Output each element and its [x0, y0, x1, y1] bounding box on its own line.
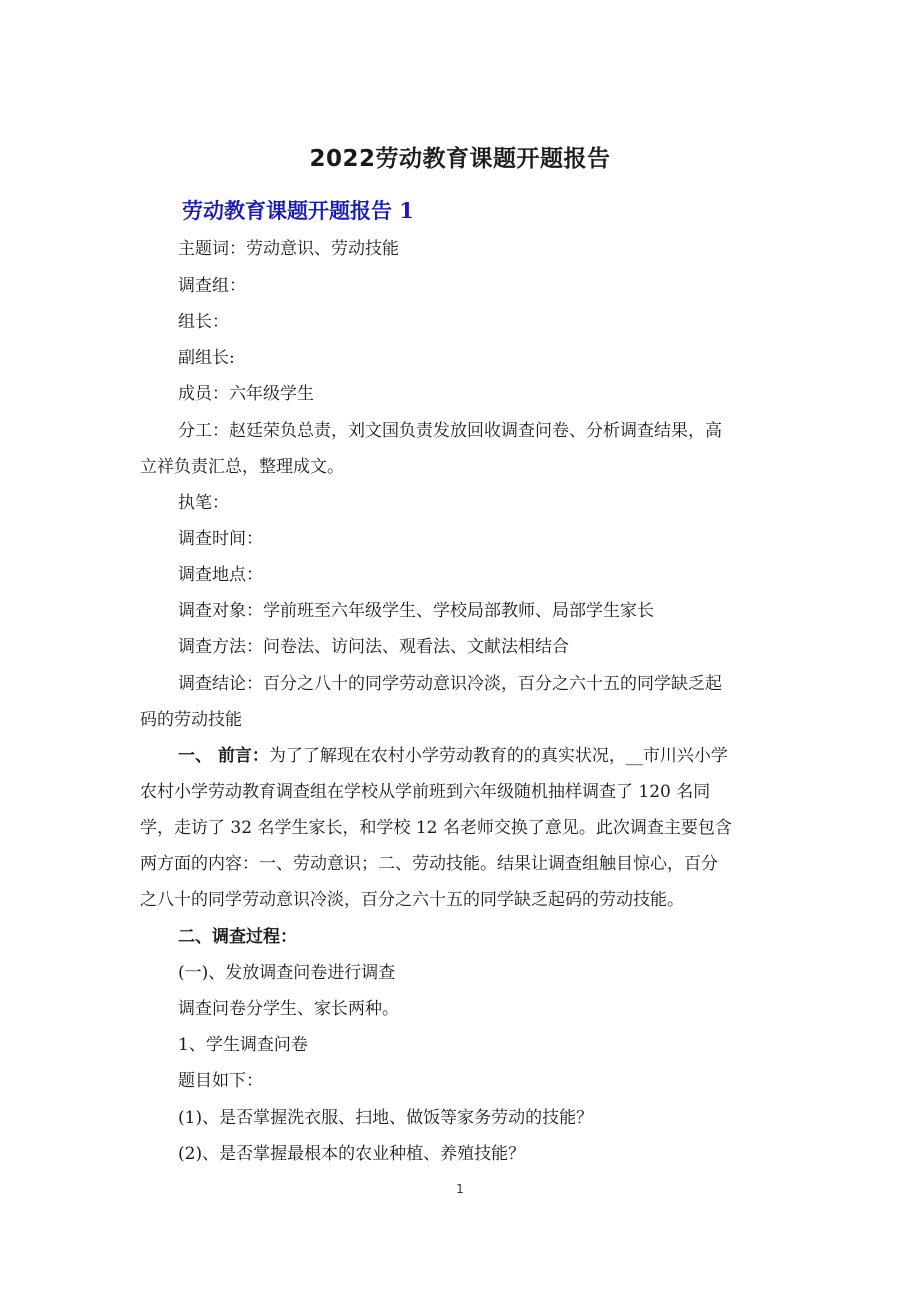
process-line-6: (2)、是否掌握最根本的农业种植、养殖技能？ — [178, 1144, 526, 1164]
process-line-2: 调查问卷分学生、家长两种。 — [178, 999, 399, 1019]
preface-line-3: 学，走访了 32 名学生家长，和学校 12 名老师交换了意见。此次调查主要包含 — [140, 818, 732, 838]
line-division-1: 分工：赵廷荣负总责，刘文国负责发放回收调查问卷、分析调查结果，高 — [178, 421, 722, 441]
page-number: 1 — [456, 1182, 464, 1196]
preface-line-2: 农村小学劳动教育调查组在学校从学前班到六年级随机抽样调查了 120 名同 — [140, 782, 711, 802]
process-line-3: 1、学生调查问卷 — [178, 1035, 308, 1055]
line-survey-subjects: 调查对象：学前班至六年级学生、学校局部教师、局部学生家长 — [178, 601, 654, 621]
section-title: 劳动教育课题开题报告 1 — [182, 198, 414, 223]
preface-text-1: 为了了解现在农村小学劳动教育的的真实状况，__市川兴小学 — [268, 746, 728, 766]
process-line-1: (一)、发放调查问卷进行调查 — [178, 963, 396, 983]
line-leader: 组长： — [178, 312, 229, 332]
line-survey-group: 调查组： — [178, 276, 246, 296]
preface-line-4: 两方面的内容：一、劳动意识；二、劳动技能。结果让调查组触目惊心，百分 — [140, 854, 718, 874]
line-division-2: 立祥负责汇总，整理成文。 — [140, 457, 344, 477]
preface-line-5: 之八十的同学劳动意识冷淡，百分之六十五的同学缺乏起码的劳动技能。 — [140, 890, 684, 910]
preface-heading: 一、 前言： — [178, 746, 269, 766]
document-title: 2022劳动教育课题开题报告 — [309, 146, 611, 172]
line-writer: 执笔： — [178, 493, 229, 513]
preface-line-1 — [178, 745, 728, 767]
line-survey-methods: 调查方法：问卷法、访问法、观看法、文献法相结合 — [178, 637, 569, 657]
line-conclusion-2: 码的劳动技能 — [140, 710, 242, 730]
line-keywords: 主题词：劳动意识、劳动技能 — [178, 239, 399, 259]
process-line-4: 题目如下： — [178, 1071, 263, 1091]
line-survey-time: 调查时间： — [178, 529, 263, 549]
process-heading: 二、调查过程： — [178, 927, 297, 947]
line-survey-place: 调查地点： — [178, 565, 263, 585]
line-deputy-leader: 副组长: — [178, 348, 235, 368]
line-conclusion-1: 调查结论：百分之八十的同学劳动意识冷淡，百分之六十五的同学缺乏起 — [178, 674, 722, 694]
line-members: 成员：六年级学生 — [178, 384, 314, 404]
process-line-5: (1)、是否掌握洗衣服、扫地、做饭等家务劳动的技能？ — [178, 1108, 594, 1128]
